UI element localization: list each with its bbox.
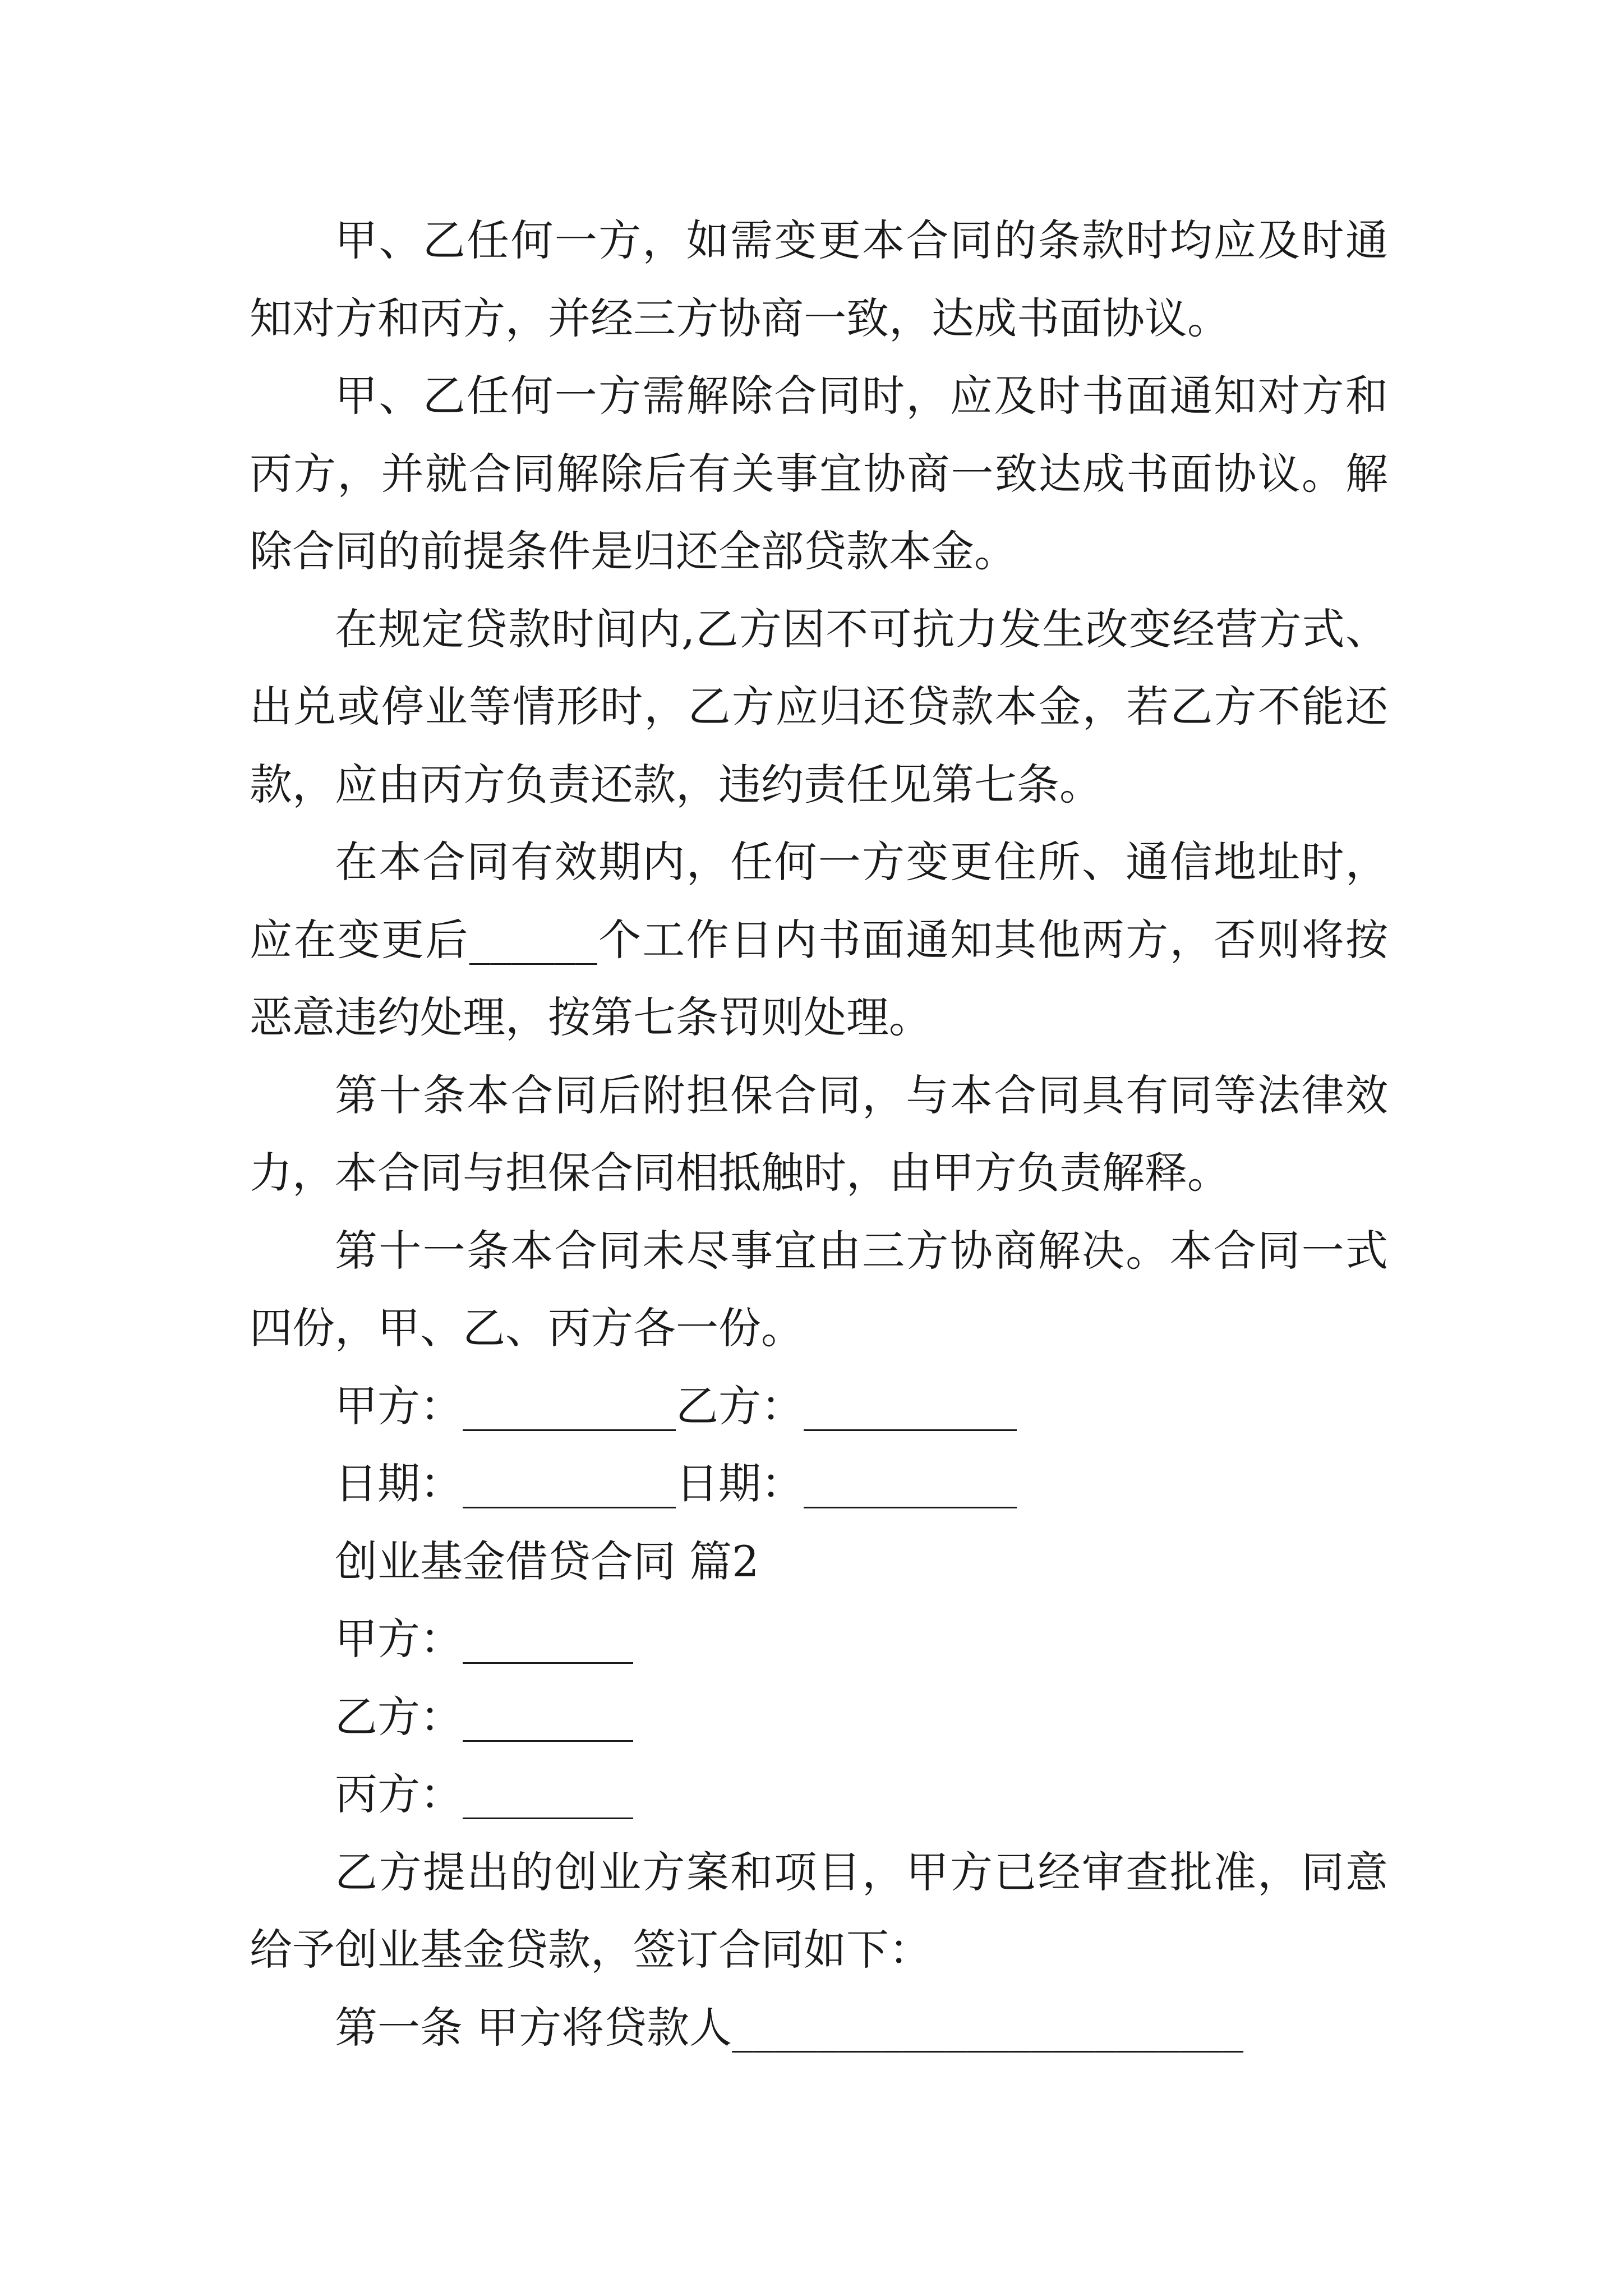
paragraph-intro: 乙方提出的创业方案和项目，甲方已经审查批准，同意给予创业基金贷款，签订合同如下：: [250, 1847, 1388, 1975]
party-line-b: 乙方：________: [335, 1691, 633, 1742]
paragraph-article-10: 第十条本合同后附担保合同，与本合同具有同等法律效力，本合同与担保合同相抵触时，由甲方负责解释。: [250, 1070, 1388, 1198]
party-line-a: 甲方：________: [335, 1614, 633, 1664]
paragraph-amendment: 甲、乙任何一方，如需变更本合同的条款时均应及时通知对方和丙方，并经三方协商一致，达成书面协议。: [250, 215, 1388, 343]
paragraph-address-change: 在本合同有效期内，任何一方变更住所、通信地址时，应在变更后______个工作日内书面通知其他两方，否则将按恶意违约处理，按第七条罚则处理。: [250, 837, 1388, 1042]
signature-line-dates: 日期：__________日期：__________: [335, 1458, 1017, 1508]
paragraph-termination: 甲、乙任何一方需解除合同时，应及时书面通知对方和丙方，并就合同解除后有关事宜协商一致达成书面协议。解除合同的前提条件是归还全部贷款本金。: [250, 371, 1388, 576]
party-line-c: 丙方：________: [335, 1769, 633, 1819]
paragraph-article-11: 第十一条本合同未尽事宜由三方协商解决。本合同一式四份，甲、乙、丙方各一份。: [250, 1225, 1388, 1353]
signature-line-parties: 甲方：__________乙方：__________: [335, 1381, 1017, 1431]
document-body: [250, 202, 1388, 2067]
article-1-line: 第一条 甲方将贷款人________________________: [335, 2002, 1244, 2053]
section-title: 创业基金借贷合同 篇2: [335, 1536, 759, 1586]
paragraph-force-majeure: 在规定贷款时间内,乙方因不可抗力发生改变经营方式、出兑或停业等情形时，乙方应归还贷款本金，若乙方不能还款，应由丙方负责还款，违约责任见第七条。: [250, 604, 1388, 809]
